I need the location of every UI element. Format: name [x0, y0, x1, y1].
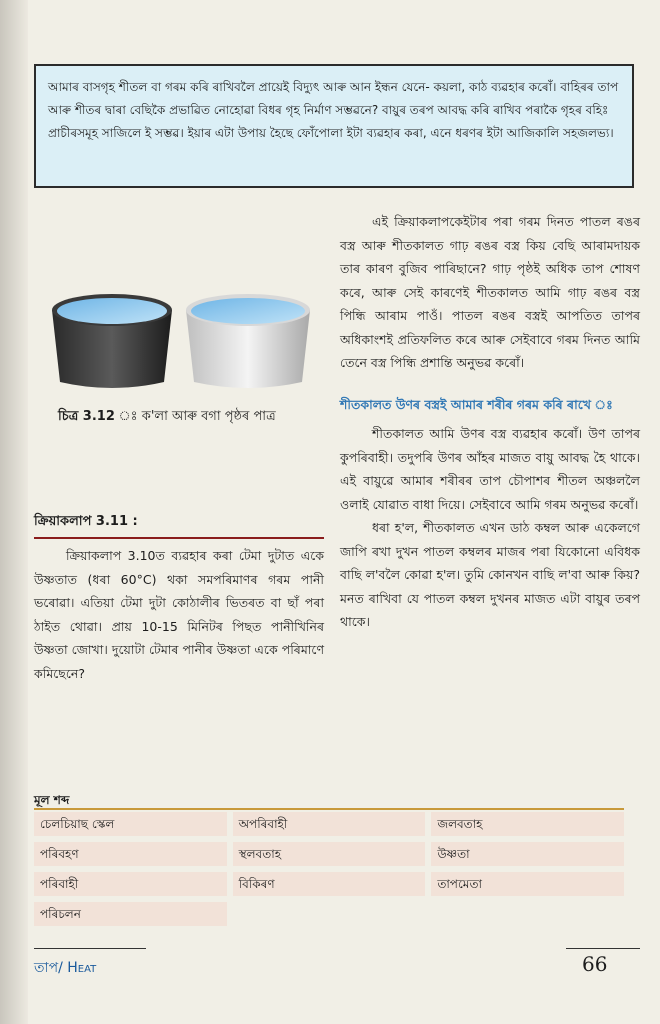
right-column — [340, 210, 640, 634]
right-paragraph-3: ধৰা হ'ল, শীতকালত এখন ডাঠ কম্বল আৰু একেলগে জাপি ৰখা দুখন পাতল কম্বলৰ মাজৰ পৰা যিকোনো এবিধক বাছি ল'বলৈ কোৱা হ'ল। তুমি কোনখন বাছি ল'বা আৰু কিয়? মনত ৰাখিবা যে পাতল কম্বল দুখনৰ মাজত এটা বায়ুৰ তৰপ থাকে। — [340, 520, 640, 629]
keyword-item: উষ্ণতা — [431, 842, 624, 866]
page-binding-shadow — [0, 0, 28, 1024]
activity-text: ক্ৰিয়াকলাপ 3.10ত ব্যৱহাৰ কৰা টেমা দুটাত একে উষ্ণতাত (ধৰা 60°C) থকা সমপৰিমাণৰ গৰম পানী ভৰোৱা। এতিয়া টেমা দুটা কোঠালীৰ ভিতৰত বা ছাঁ পৰা ঠাইত থোৱা। প্ৰায় 10-15 মিনিটৰ পিছত পানীখিনিৰ উষ্ণতা জোখা। দুয়োটা টেমাৰ পানীৰ উষ্ণতা একে পৰিমাণে কমিছেনে? — [34, 548, 324, 681]
activity-title: ক্ৰিয়াকলাপ 3.11 : — [34, 512, 324, 539]
intro-text: আমাৰ বাসগৃহ শীতল বা গৰম কৰি ৰাখিবলৈ প্ৰায়েই বিদ্যুৎ আৰু আন ইন্ধন যেনে- কয়লা, কাঠ ব্যৱহাৰ কৰোঁ। বাহিৰৰ তাপ আৰু শীতৰ দ্বাৰা বেছিকৈ প্ৰভাৱিত নোহোৱা বিধৰ গৃহ নিৰ্মাণ সম্ভৱনে? বায়ুৰ তৰপ আবদ্ধ কৰি ৰাখিব পৰাকৈ গৃহৰ বহিঃ প্ৰাচীৰসমূহ সাজিলে ই সম্ভৱ। ইয়াৰ এটা উপায় হৈছে ফোঁপোলা ইটা ব্যৱহাৰ কৰা, এনে ধৰণৰ ইটা আজিকালি সহজলভ্য। — [48, 80, 619, 140]
footer-chapter-en: Heat — [62, 960, 97, 976]
keyword-item: পৰিবাহী — [34, 872, 227, 896]
footer-rule-right — [566, 948, 640, 949]
keyword-item: অপৰিবাহী — [233, 812, 426, 836]
section-heading-wool: শীতকালত উণৰ বস্ত্ৰই আমাৰ শৰীৰ গৰম কৰি ৰাখে ঃ — [340, 396, 613, 412]
keywords-divider — [34, 808, 624, 810]
figure-label: চিত্ৰ 3.12 — [58, 409, 115, 424]
keywords-grid — [34, 812, 624, 926]
keywords-label: মূল শব্দ — [34, 793, 70, 807]
footer-rule-left — [34, 948, 146, 949]
footer-chapter-as: তাপ/ — [34, 960, 63, 976]
page-number: 66 — [582, 952, 608, 976]
right-paragraph-2: শীতকালত আমি উণৰ বস্ত্ৰ ব্যৱহাৰ কৰোঁ। উণ তাপৰ কুপৰিবাহী। তদুপৰি উণৰ আঁহৰ মাজত বায়ু আবদ্ধ হৈ থাকে। এই বায়ুৱে আমাৰ শৰীৰৰ তাপ চৌপাশৰ শীতল অঞ্চললৈ ওলাই যোৱাত বাধা দিয়ে। সেইবাবে আমি গৰম অনুভৱ কৰোঁ। — [340, 426, 640, 512]
right-paragraph-1: এই ক্ৰিয়াকলাপকেইটাৰ পৰা গৰম দিনত পাতল ৰঙৰ বস্ত্ৰ আৰু শীতকালত গাঢ় ৰঙৰ বস্ত্ৰ কিয় বেছি আৰামদায়ক তাৰ কাৰণ বুজিব পাৰিছানে? গাঢ় পৃষ্ঠই অধিক তাপ শোষণ কৰে, আৰু সেই কাৰণেই শীতকালত আমি গাঢ় ৰঙৰ বস্ত্ৰ পিন্ধি আৰাম পাওঁ। পাতল ৰঙৰ বস্ত্ৰই আপতিত তাপৰ অধিকাংশই প্ৰতিফলিত কৰে আৰু সেইবাবে গৰম দিনত আমি তেনে বস্ত্ৰ পিন্ধি প্ৰশান্তি অনুভৱ কৰোঁ। — [340, 214, 640, 370]
keyword-item: তাপমেতা — [431, 872, 624, 896]
keyword-empty-cell — [233, 902, 426, 926]
keyword-item: স্থলবতাহ — [233, 842, 426, 866]
figure-photo — [46, 286, 316, 392]
figure-caption-text: ঃ ক'লা আৰু বগা পৃষ্ঠৰ পাত্ৰ — [114, 409, 276, 424]
keyword-item: বিকিৰণ — [233, 872, 426, 896]
black-vessel — [52, 294, 172, 388]
keyword-empty-cell — [431, 902, 624, 926]
keyword-item: পৰিবহণ — [34, 842, 227, 866]
keyword-item: চেলচিয়াছ স্কেল — [34, 812, 227, 836]
keyword-item: পৰিচলন — [34, 902, 227, 926]
white-vessel — [186, 294, 310, 388]
keyword-item: জলবতাহ — [431, 812, 624, 836]
footer-chapter — [34, 956, 96, 980]
activity-body — [34, 544, 324, 685]
intro-box — [34, 64, 634, 188]
figure-caption — [58, 408, 318, 426]
